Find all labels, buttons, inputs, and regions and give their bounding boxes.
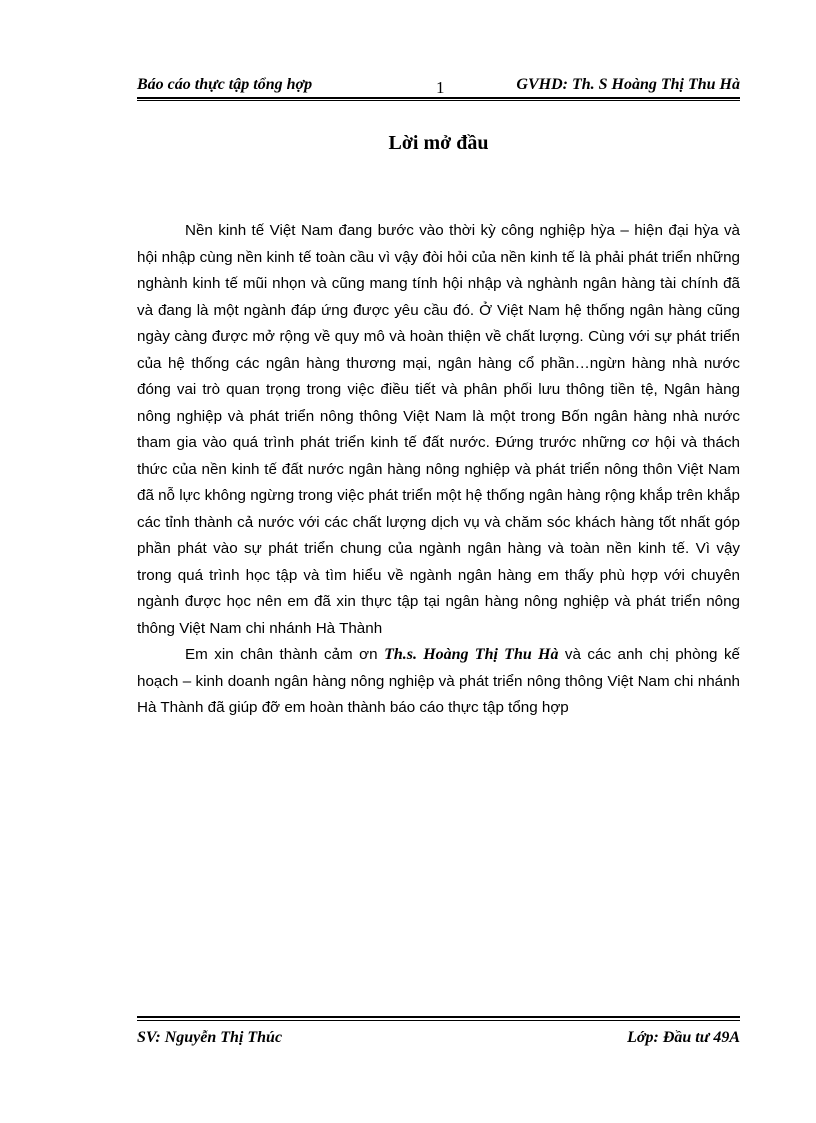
- page-footer: [137, 1027, 740, 1049]
- page-number: 1: [436, 78, 445, 97]
- class-name: Lớp: Đầu tư 49A: [627, 1029, 740, 1046]
- page-header: [137, 74, 740, 96]
- supervisor-name: Th.s. Hoàng Thị Thu Hà: [384, 646, 559, 663]
- footer-rule-thin: [137, 1020, 740, 1021]
- header-rule-thin: [137, 100, 740, 101]
- supervisor-header: GVHD: Th. S Hoàng Thị Thu Hà: [516, 76, 740, 93]
- page-title: Lời mở đầu: [388, 132, 489, 154]
- body-text: [137, 218, 740, 722]
- header-rule: [137, 97, 740, 99]
- footer-rule: [137, 1016, 740, 1018]
- thanks-lead: Em xin chân thành cảm ơn: [185, 646, 385, 663]
- thanks-rest: và các anh chị phòng kế hoạch – kinh doanh ngân hàng nông nghiệp và phát triển nông thông Việt Nam chi nhánh Hà Thành đã giúp đỡ em hoàn thành báo cáo thực tập tổng hợp: [137, 646, 740, 716]
- paragraph-intro: Nền kinh tế Việt Nam đang bước vào thời kỳ công nghiệp hỳa – hiện đại hỳa và hội nhập cùng nền kinh tế toàn cầu vì vậy đòi hỏi của nền kinh tế là phải phát triển những nghành kinh tế mũi nhọn và cũng mang tính hội nhập và nghành ngân hàng tài chính đã và đang là một ngành đáp ứng được yêu cầu đó. Ở Việt Nam hệ thống ngân hàng cũng ngày càng được mở rộng về quy mô và hoàn thiện về chất lượng. Cùng với sự phát triển của hệ thống các ngân hàng thương mại, ngân hàng cổ phần…ngừn hàng nhà nước đóng vai trò quan trọng trong việc điều tiết và phân phối lưu thông tiền tệ, Ngân hàng nông nghiệp và phát triển nông thông Việt Nam là một trong Bốn ngân hàng nhà nước tham gia vào quá trình phát triển kinh tế đất nước. Đứng trước những cơ hội và thách thức của nền kinh tế đất nước ngân hàng nông nghiệp và phát triển nông thôn Việt Nam đã nỗ lực không ngừng trong việc phát triển một hệ thống ngân hàng rộng khắp trên khắp các tỉnh thành cả nước với các chất lượng dịch vụ và chăm sóc khách hàng tốt nhất góp phần phát vào sự phát triển chung của ngành ngân hàng và toàn nền kinh tế. Vì vậy trong quá trình học tập và tìm hiểu về ngành ngân hàng em thấy phù hợp với chuyên ngành được học nên em đã xin thực tập tại ngân hàng nông nghiệp và phát triển nông thông Việt Nam chi nhánh Hà Thành: [137, 222, 740, 637]
- student-name: SV: Nguyễn Thị Thúc: [137, 1029, 283, 1046]
- report-title-header: Báo cáo thực tập tổng hợp: [137, 76, 313, 93]
- paragraph-thanks: [137, 642, 740, 722]
